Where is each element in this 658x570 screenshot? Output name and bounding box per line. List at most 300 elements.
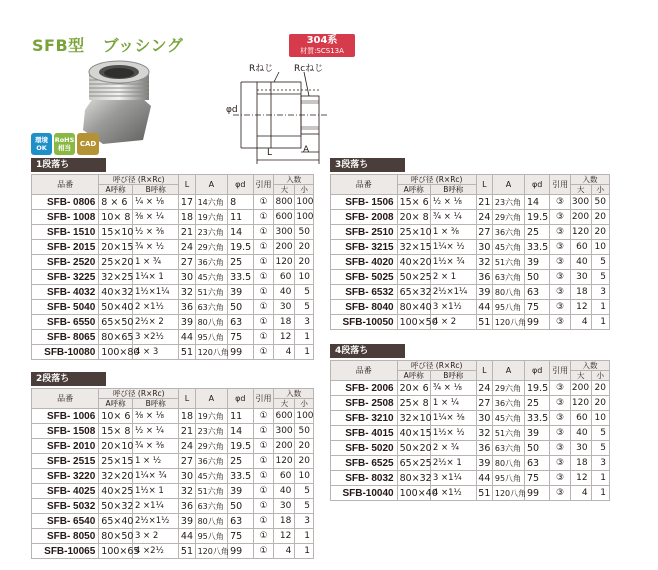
reference-cell: ③ xyxy=(550,411,571,426)
table-row xyxy=(32,210,314,225)
qty-small-cell: 20 xyxy=(591,396,609,411)
nominal-b-cell: 4 ×2½ xyxy=(132,544,178,559)
qty-small-cell: 3 xyxy=(591,285,609,300)
header-product: 品番 xyxy=(32,175,99,195)
header-qty-large: 大 xyxy=(274,185,295,195)
length-l-cell: 24 xyxy=(179,439,195,454)
table-row xyxy=(331,381,610,396)
qty-large-cell: 800 xyxy=(274,195,295,210)
table-row xyxy=(32,285,314,300)
table-row xyxy=(331,426,610,441)
nominal-b-cell: 4 ×1½ xyxy=(430,486,476,501)
product-code-cell: SFB- 8032 xyxy=(331,471,398,486)
qty-large-cell: 12 xyxy=(570,471,591,486)
table-row xyxy=(331,240,610,255)
qty-small-cell: 5 xyxy=(591,255,609,270)
diameter-cell: 75 xyxy=(228,330,254,345)
dimension-diagram xyxy=(219,60,339,170)
hex-size-cell: 63六角 xyxy=(492,270,524,285)
qty-large-cell: 60 xyxy=(570,411,591,426)
hex-size-cell: 29六角 xyxy=(195,240,227,255)
length-l-cell: 44 xyxy=(478,472,491,484)
qty-large-cell: 30 xyxy=(570,270,591,285)
hex-size-cell: 29六角 xyxy=(492,210,524,225)
length-l-cell: 24 xyxy=(478,382,491,394)
table-row xyxy=(32,514,314,529)
nominal-a-cell: 20×15 xyxy=(99,240,133,255)
reference-cell: ① xyxy=(253,514,274,529)
reference-cell: ③ xyxy=(550,471,571,486)
qty-large-cell: 60 xyxy=(570,240,591,255)
diameter-cell: 25 xyxy=(228,454,254,469)
material-badge xyxy=(289,34,355,57)
hex-width-label: A xyxy=(303,145,310,155)
length-l-cell: 30 xyxy=(179,469,195,484)
length-l-cell: 39 xyxy=(478,457,491,469)
diameter-cell: 19.5 xyxy=(228,240,254,255)
reference-cell: ① xyxy=(253,300,274,315)
product-code-cell: SFB- 6550 xyxy=(32,315,99,330)
length-l-cell: 51 xyxy=(478,487,491,499)
length-l-cell: 32 xyxy=(478,427,491,439)
header-qty-small: 小 xyxy=(295,399,314,409)
hex-size-cell: 36六角 xyxy=(492,225,524,240)
qty-large-cell: 4 xyxy=(570,486,591,501)
diameter-cell: 25 xyxy=(228,255,254,270)
diameter-cell: 75 xyxy=(228,529,254,544)
nominal-a-cell: 15× 6 xyxy=(397,195,430,210)
header-pull: 引用 xyxy=(253,175,274,195)
product-code-cell: SFB- 4032 xyxy=(32,285,99,300)
nominal-b-cell: 3 ×1¼ xyxy=(430,471,476,486)
nominal-a-cell: 32×10 xyxy=(397,411,430,426)
product-code-cell: SFB- 2510 xyxy=(331,225,398,240)
qty-large-cell: 4 xyxy=(570,315,591,330)
table-row xyxy=(32,255,314,270)
product-code-cell: SFB- 1508 xyxy=(32,424,99,439)
qty-small-cell: 3 xyxy=(591,456,609,471)
nominal-b-cell: 3 ×1½ xyxy=(430,300,476,315)
hex-size-cell: 51六角 xyxy=(492,255,524,270)
nominal-a-cell: 10× 8 xyxy=(99,210,133,225)
header-product: 品番 xyxy=(331,175,398,195)
nominal-b-cell: 2½× 1 xyxy=(430,456,476,471)
nominal-a-cell: 50×32 xyxy=(99,499,133,514)
length-l-cell: 27 xyxy=(179,454,195,469)
length-l-cell: 51 xyxy=(179,345,195,360)
qty-large-cell: 30 xyxy=(570,441,591,456)
nominal-a-cell: 25×10 xyxy=(397,225,430,240)
length-l-cell: 21 xyxy=(179,225,195,240)
header-a: A xyxy=(492,175,524,195)
hex-size-cell: 80八角 xyxy=(195,514,227,529)
hex-size-cell: 51六角 xyxy=(492,426,524,441)
hex-size-cell: 80八角 xyxy=(492,456,524,471)
length-l-cell: 44 xyxy=(478,301,491,313)
diameter-cell: 99 xyxy=(228,544,254,559)
header-nominal: 呼び径 (R×Rc) xyxy=(397,175,476,185)
reference-cell: ① xyxy=(253,225,274,240)
product-code-cell: SFB- 2010 xyxy=(32,439,99,454)
nominal-a-cell: 20× 8 xyxy=(397,210,430,225)
nominal-b-cell: 2½×1¼ xyxy=(430,285,476,300)
qty-small-cell: 10 xyxy=(295,469,314,484)
nominal-a-cell: 40×20 xyxy=(397,255,430,270)
nominal-a-cell: 100×50 xyxy=(397,315,430,330)
nominal-b-cell: 2 ×1¼ xyxy=(132,499,178,514)
nominal-a-cell: 32×20 xyxy=(99,469,133,484)
reference-cell: ③ xyxy=(550,270,571,285)
header-product: 品番 xyxy=(32,389,99,409)
diameter-cell: 8 xyxy=(228,195,254,210)
diameter-cell: 14 xyxy=(228,225,254,240)
qty-small-cell: 5 xyxy=(591,270,609,285)
reference-cell: ① xyxy=(253,484,274,499)
nominal-a-cell: 80×40 xyxy=(397,300,430,315)
diameter-cell: 33.5 xyxy=(525,240,550,255)
qty-small-cell: 100 xyxy=(295,210,314,225)
length-l-cell: 39 xyxy=(179,315,195,330)
reference-cell: ③ xyxy=(550,486,571,501)
qty-large-cell: 30 xyxy=(274,300,295,315)
header-qty-large: 大 xyxy=(274,399,295,409)
header-l: L xyxy=(179,389,195,409)
hex-size-cell: 29六角 xyxy=(195,439,227,454)
qty-small-cell: 20 xyxy=(591,381,609,396)
environment-ok-badge: 環境 OK xyxy=(31,133,52,155)
qty-large-cell: 4 xyxy=(274,544,295,559)
nominal-a-cell: 100×65 xyxy=(99,544,133,559)
table-row xyxy=(32,439,314,454)
qty-small-cell: 20 xyxy=(591,225,609,240)
length-l-cell: 17 xyxy=(179,195,195,210)
hex-size-cell: 120八角 xyxy=(492,315,524,330)
length-label: L xyxy=(267,148,273,158)
qty-small-cell: 1 xyxy=(591,486,609,501)
nominal-b-cell: 1½× 1 xyxy=(132,484,178,499)
product-code-cell: SFB- 2508 xyxy=(331,396,398,411)
nominal-a-cell: 25×20 xyxy=(99,255,133,270)
hex-size-cell: 80八角 xyxy=(492,285,524,300)
reference-cell: ① xyxy=(253,195,274,210)
header-nominal: 呼び径 (R×Rc) xyxy=(99,175,179,185)
header-qty-small: 小 xyxy=(295,185,314,195)
qty-small-cell: 3 xyxy=(295,315,314,330)
nominal-a-cell: 65×40 xyxy=(99,514,133,529)
product-series: SFB型 xyxy=(32,36,85,55)
material-grade: 304系 xyxy=(306,35,338,46)
reference-cell: ① xyxy=(253,330,274,345)
hex-size-cell: 29六角 xyxy=(492,381,524,396)
diameter-cell: 39 xyxy=(228,484,254,499)
header-nominal: 呼び径 (R×Rc) xyxy=(99,389,179,399)
diameter-cell: 50 xyxy=(525,441,550,456)
hex-size-cell: 36六角 xyxy=(195,255,227,270)
diameter-cell: 11 xyxy=(228,210,254,225)
table-row xyxy=(331,225,610,240)
qty-large-cell: 4 xyxy=(274,345,295,360)
header-l: L xyxy=(476,361,492,381)
hex-size-cell: 63六角 xyxy=(195,499,227,514)
header-phi-d: φd xyxy=(228,389,254,409)
hex-size-cell: 63六角 xyxy=(195,300,227,315)
length-l-cell: 36 xyxy=(478,271,491,283)
nominal-a-cell: 80×32 xyxy=(397,471,430,486)
product-name: ブッシング xyxy=(102,36,184,55)
qty-small-cell: 100 xyxy=(295,195,314,210)
table-row xyxy=(32,544,314,559)
diameter-cell: 75 xyxy=(525,471,550,486)
nominal-b-cell: 1¼× 1 xyxy=(132,270,178,285)
header-qty: 入数 xyxy=(570,361,609,371)
table-row xyxy=(32,225,314,240)
qty-small-cell: 10 xyxy=(295,270,314,285)
header-phi-d: φd xyxy=(525,175,550,195)
material-code: 材質:SCS13A xyxy=(300,47,344,55)
qty-small-cell: 1 xyxy=(295,529,314,544)
diameter-cell: 14 xyxy=(525,195,550,210)
reference-cell: ① xyxy=(253,544,274,559)
reference-cell: ① xyxy=(253,409,274,424)
qty-small-cell: 20 xyxy=(591,210,609,225)
cad-badge[interactable]: CAD xyxy=(77,133,99,155)
qty-small-cell: 3 xyxy=(295,514,314,529)
table-row xyxy=(331,195,610,210)
nominal-b-cell: ½ × ⅛ xyxy=(430,195,476,210)
table-row xyxy=(32,469,314,484)
qty-large-cell: 120 xyxy=(570,396,591,411)
nominal-b-cell: ¾ × ⅜ xyxy=(132,439,178,454)
table-row xyxy=(331,441,610,456)
nominal-b-cell: ⅜ × ¼ xyxy=(132,210,178,225)
hex-size-cell: 95八角 xyxy=(195,529,227,544)
product-code-cell: SFB- 6525 xyxy=(331,456,398,471)
table-row xyxy=(32,484,314,499)
qty-small-cell: 1 xyxy=(295,330,314,345)
reference-cell: ① xyxy=(253,255,274,270)
header-b-nominal: B呼称 xyxy=(132,185,178,195)
product-code-cell: SFB- 1006 xyxy=(32,409,99,424)
table-row xyxy=(32,330,314,345)
reference-cell: ① xyxy=(253,454,274,469)
diameter-cell: 99 xyxy=(525,315,550,330)
diameter-cell: 14 xyxy=(228,424,254,439)
table-row xyxy=(32,345,314,360)
qty-large-cell: 600 xyxy=(274,409,295,424)
nominal-b-cell: 1½× ¾ xyxy=(430,255,476,270)
section-label-2: 2段落ち xyxy=(31,372,106,386)
qty-large-cell: 18 xyxy=(570,456,591,471)
nominal-a-cell: 40×25 xyxy=(99,484,133,499)
length-l-cell: 18 xyxy=(179,210,195,225)
reference-cell: ① xyxy=(253,270,274,285)
diameter-cell: 25 xyxy=(525,396,550,411)
table-row xyxy=(331,411,610,426)
header-b-nominal: B呼称 xyxy=(132,399,178,409)
qty-small-cell: 50 xyxy=(591,195,609,210)
header-phi-d: φd xyxy=(525,361,550,381)
qty-large-cell: 12 xyxy=(274,330,295,345)
qty-small-cell: 1 xyxy=(295,544,314,559)
qty-small-cell: 50 xyxy=(295,424,314,439)
diameter-cell: 19.5 xyxy=(525,210,550,225)
length-l-cell: 21 xyxy=(478,196,491,208)
nominal-a-cell: 32×15 xyxy=(397,240,430,255)
hex-size-cell: 23六角 xyxy=(492,195,524,210)
diameter-label: φd xyxy=(226,105,238,115)
table-row xyxy=(32,529,314,544)
page-title xyxy=(32,33,183,56)
length-l-cell: 32 xyxy=(478,256,491,268)
qty-large-cell: 600 xyxy=(274,210,295,225)
product-code-cell: SFB- 2015 xyxy=(32,240,99,255)
diameter-cell: 39 xyxy=(525,426,550,441)
qty-large-cell: 40 xyxy=(274,285,295,300)
length-l-cell: 36 xyxy=(179,300,195,315)
header-b-nominal: B呼称 xyxy=(430,371,476,381)
diameter-cell: 33.5 xyxy=(525,411,550,426)
qty-large-cell: 18 xyxy=(570,285,591,300)
reference-cell: ③ xyxy=(550,396,571,411)
qty-large-cell: 300 xyxy=(274,424,295,439)
hex-size-cell: 45六角 xyxy=(492,240,524,255)
header-l: L xyxy=(179,175,195,195)
r-thread-label: Rねじ xyxy=(249,64,274,74)
header-qty: 入数 xyxy=(274,389,314,399)
product-code-cell: SFB- 8040 xyxy=(331,300,398,315)
hex-size-cell: 120八角 xyxy=(492,486,524,501)
table-row xyxy=(331,456,610,471)
hex-size-cell: 36六角 xyxy=(195,454,227,469)
nominal-b-cell: ¾ × ½ xyxy=(132,240,178,255)
qty-small-cell: 5 xyxy=(295,300,314,315)
product-code-cell: SFB- 5025 xyxy=(331,270,398,285)
hex-size-cell: 63六角 xyxy=(492,441,524,456)
nominal-a-cell: 80×65 xyxy=(99,330,133,345)
nominal-b-cell: 2 × 1 xyxy=(430,270,476,285)
product-code-cell: SFB- 3220 xyxy=(32,469,99,484)
table-row xyxy=(331,255,610,270)
table-row xyxy=(32,424,314,439)
qty-small-cell: 1 xyxy=(591,471,609,486)
section-label-4: 4段落ち xyxy=(330,344,405,358)
spec-table-2 xyxy=(31,388,314,559)
product-code-cell: SFB- 5032 xyxy=(32,499,99,514)
qty-small-cell: 20 xyxy=(295,255,314,270)
header-a: A xyxy=(195,389,227,409)
product-code-cell: SFB- 2008 xyxy=(331,210,398,225)
nominal-a-cell: 20× 6 xyxy=(397,381,430,396)
product-code-cell: SFB- 2520 xyxy=(32,255,99,270)
diameter-cell: 33.5 xyxy=(228,469,254,484)
hex-size-cell: 51六角 xyxy=(195,285,227,300)
length-l-cell: 24 xyxy=(478,211,491,223)
nominal-a-cell: 80×50 xyxy=(99,529,133,544)
hex-size-cell: 80八角 xyxy=(195,315,227,330)
table-row xyxy=(331,300,610,315)
product-code-cell: SFB- 3215 xyxy=(331,240,398,255)
reference-cell: ① xyxy=(253,240,274,255)
nominal-a-cell: 40×32 xyxy=(99,285,133,300)
qty-large-cell: 40 xyxy=(570,255,591,270)
hex-size-cell: 51六角 xyxy=(195,484,227,499)
qty-small-cell: 1 xyxy=(591,315,609,330)
reference-cell: ① xyxy=(253,529,274,544)
hex-size-cell: 19六角 xyxy=(195,210,227,225)
rohs-badge: RoHS 相当 xyxy=(54,133,75,155)
length-l-cell: 32 xyxy=(179,285,195,300)
diameter-cell: 39 xyxy=(228,285,254,300)
header-a-nominal: A呼称 xyxy=(397,185,430,195)
product-code-cell: SFB- 3225 xyxy=(32,270,99,285)
reference-cell: ① xyxy=(253,345,274,360)
qty-large-cell: 12 xyxy=(570,300,591,315)
qty-small-cell: 5 xyxy=(591,426,609,441)
qty-large-cell: 12 xyxy=(274,529,295,544)
hex-size-cell: 95八角 xyxy=(492,300,524,315)
nominal-b-cell: 4 × 2 xyxy=(430,315,476,330)
table-row xyxy=(331,471,610,486)
nominal-a-cell: 50×40 xyxy=(99,300,133,315)
nominal-b-cell: ¼ × ⅛ xyxy=(132,195,178,210)
nominal-b-cell: 1 × ¼ xyxy=(430,396,476,411)
header-qty: 入数 xyxy=(570,175,609,185)
reference-cell: ③ xyxy=(550,225,571,240)
table-row xyxy=(32,270,314,285)
product-code-cell: SFB- 1510 xyxy=(32,225,99,240)
length-l-cell: 36 xyxy=(179,499,195,514)
nominal-a-cell: 50×25 xyxy=(397,270,430,285)
header-qty-large: 大 xyxy=(570,185,591,195)
length-l-cell: 18 xyxy=(179,409,195,424)
header-a: A xyxy=(195,175,227,195)
reference-cell: ① xyxy=(253,439,274,454)
header-phi-d: φd xyxy=(228,175,254,195)
diameter-cell: 19.5 xyxy=(525,381,550,396)
qty-large-cell: 40 xyxy=(570,426,591,441)
length-l-cell: 44 xyxy=(179,529,195,544)
diameter-cell: 99 xyxy=(525,486,550,501)
table-row xyxy=(32,240,314,255)
qty-small-cell: 10 xyxy=(591,240,609,255)
diameter-cell: 33.5 xyxy=(228,270,254,285)
qty-large-cell: 30 xyxy=(274,499,295,514)
nominal-b-cell: 1 × ⅜ xyxy=(430,225,476,240)
reference-cell: ③ xyxy=(550,210,571,225)
product-code-cell: SFB-10065 xyxy=(32,544,99,559)
diameter-cell: 39 xyxy=(525,255,550,270)
diameter-cell: 11 xyxy=(228,409,254,424)
qty-large-cell: 60 xyxy=(274,469,295,484)
nominal-b-cell: ¾ × ¼ xyxy=(430,210,476,225)
length-l-cell: 27 xyxy=(179,255,195,270)
header-pull: 引用 xyxy=(550,175,571,195)
reference-cell: ③ xyxy=(550,285,571,300)
reference-cell: ③ xyxy=(550,240,571,255)
nominal-b-cell: 4 × 3 xyxy=(132,345,178,360)
product-code-cell: SFB- 3210 xyxy=(331,411,398,426)
reference-cell: ① xyxy=(253,210,274,225)
diameter-cell: 63 xyxy=(228,315,254,330)
diameter-cell: 25 xyxy=(525,225,550,240)
qty-small-cell: 1 xyxy=(295,345,314,360)
header-qty-small: 小 xyxy=(591,185,609,195)
header-pull: 引用 xyxy=(253,389,274,409)
reference-cell: ① xyxy=(253,499,274,514)
qty-large-cell: 18 xyxy=(274,514,295,529)
header-nominal: 呼び径 (R×Rc) xyxy=(397,361,476,371)
table-row xyxy=(331,210,610,225)
